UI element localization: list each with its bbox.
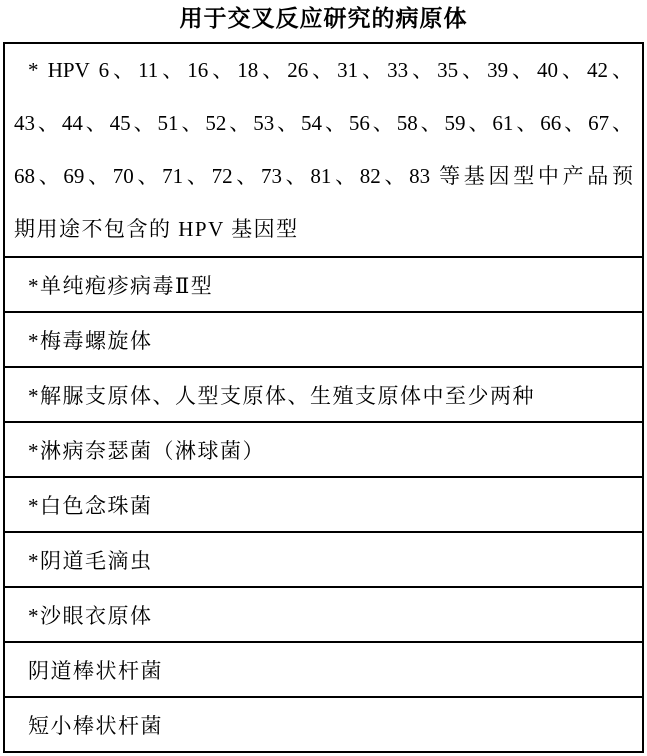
cell-corynebacterium-parvum: 短小棒状杆菌 xyxy=(4,697,643,752)
page-title: 用于交叉反应研究的病原体 xyxy=(179,5,468,31)
table-row-hpv-genotypes xyxy=(4,43,643,257)
hpv-genotypes-line-3: 68、69、70、71、72、73、81、82、83 等基因型中产品预 xyxy=(14,164,633,188)
cell-mycoplasma: *解脲支原体、人型支原体、生殖支原体中至少两种 xyxy=(4,367,643,422)
table-row-neisseria-gonorrhoeae xyxy=(4,422,643,477)
table-row-trichomonas-vaginalis xyxy=(4,532,643,587)
cell-neisseria-gonorrhoeae: *淋病奈瑟菌（淋球菌） xyxy=(4,422,643,477)
cell-hpv-genotypes xyxy=(4,43,643,257)
cell-corynebacterium-vaginale: 阴道棒状杆菌 xyxy=(4,642,643,697)
hpv-genotypes-line-2: 43、44、45、51、52、53、54、56、58、59、61、66、67、 xyxy=(14,111,633,135)
table-row-corynebacterium-parvum xyxy=(4,697,643,752)
cell-treponema-pallidum: *梅毒螺旋体 xyxy=(4,312,643,367)
table-row-mycoplasma xyxy=(4,367,643,422)
pathogen-table xyxy=(3,42,644,753)
table-row-treponema-pallidum xyxy=(4,312,643,367)
hpv-genotypes-line-4: 期用途不包含的 HPV 基因型 xyxy=(14,217,299,241)
table-row-candida-albicans xyxy=(4,477,643,532)
table-row-hsv2 xyxy=(4,257,643,312)
table-row-chlamydia-trachomatis xyxy=(4,587,643,642)
cell-trichomonas-vaginalis: *阴道毛滴虫 xyxy=(4,532,643,587)
cell-chlamydia-trachomatis: *沙眼衣原体 xyxy=(4,587,643,642)
table-row-corynebacterium-vaginale xyxy=(4,642,643,697)
cell-candida-albicans: *白色念珠菌 xyxy=(4,477,643,532)
hpv-genotypes-line-1: * HPV 6、11、16、18、26、31、33、35、39、40、42、 xyxy=(28,58,633,82)
cell-hsv2: *单纯疱疹病毒Ⅱ型 xyxy=(4,257,643,312)
